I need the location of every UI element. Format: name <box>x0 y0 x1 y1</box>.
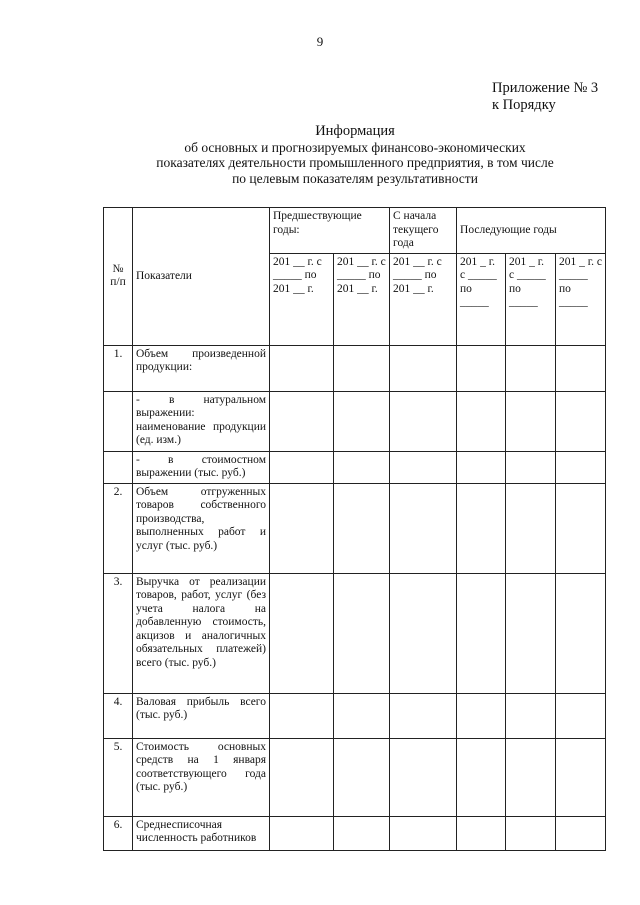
row-indicator: Объем отгруженных товаров собственного производства, выполненных работ и услуг (тыс. руб.) <box>133 483 270 573</box>
data-cell[interactable] <box>457 693 506 738</box>
data-cell[interactable] <box>506 345 556 391</box>
data-cell[interactable] <box>457 738 506 816</box>
title-line-2: об основных и прогнозируемых финансово-экономических <box>184 139 526 155</box>
data-cell[interactable] <box>334 693 390 738</box>
header-following-years: Последующие годы <box>457 208 606 254</box>
data-cell[interactable] <box>334 738 390 816</box>
data-cell[interactable] <box>556 816 606 850</box>
row-num: 2. <box>104 483 133 573</box>
data-cell[interactable] <box>390 738 457 816</box>
header-next-col-1: 201 _ г. с _____ по _____ <box>457 253 506 345</box>
data-cell[interactable] <box>457 391 506 451</box>
row-num: 1. <box>104 345 133 391</box>
data-cell[interactable] <box>270 483 334 573</box>
data-cell[interactable] <box>457 451 506 483</box>
header-current-year: С начала текущего года <box>390 208 457 254</box>
data-cell[interactable] <box>334 816 390 850</box>
header-indicator: Показатели <box>133 208 270 346</box>
table-row <box>104 573 606 693</box>
row-indicator: Выручка от реализации товаров, работ, услуг (без учета налога на добавленную стоимость, акцизов и аналогичных обязательных платежей) всего (тыс. руб.) <box>133 573 270 693</box>
table-row <box>104 451 606 483</box>
table-row <box>104 693 606 738</box>
table-row <box>104 816 606 850</box>
data-cell[interactable] <box>506 816 556 850</box>
data-cell[interactable] <box>506 451 556 483</box>
data-cell[interactable] <box>334 573 390 693</box>
data-cell[interactable] <box>270 693 334 738</box>
data-cell[interactable] <box>270 816 334 850</box>
data-cell[interactable] <box>556 573 606 693</box>
data-cell[interactable] <box>506 738 556 816</box>
row-num: 3. <box>104 573 133 693</box>
row-indicator: - в натуральном выражении: наименование продукции (ед. изм.) <box>133 391 270 451</box>
data-cell[interactable] <box>457 816 506 850</box>
row-num: 6. <box>104 816 133 850</box>
row-num <box>104 391 133 451</box>
data-cell[interactable] <box>506 483 556 573</box>
row-indicator: Объем произведенной продукции: <box>133 345 270 391</box>
data-cell[interactable] <box>457 345 506 391</box>
row-indicator: Стоимость основных средств на 1 января соответствующего года (тыс. руб.) <box>133 738 270 816</box>
header-current-col: 201 __ г. с _____ по 201 __ г. <box>390 253 457 345</box>
table-row <box>104 391 606 451</box>
row-num: 4. <box>104 693 133 738</box>
data-cell[interactable] <box>390 573 457 693</box>
data-cell[interactable] <box>556 483 606 573</box>
data-cell[interactable] <box>390 451 457 483</box>
appendix-label <box>492 80 598 114</box>
title-line-1: Информация <box>315 123 395 139</box>
data-cell[interactable] <box>334 483 390 573</box>
page-number: 9 <box>316 34 324 49</box>
row-indicator: - в стоимостном выражении (тыс. руб.) <box>133 451 270 483</box>
data-cell[interactable] <box>506 573 556 693</box>
data-cell[interactable] <box>270 391 334 451</box>
data-cell[interactable] <box>390 391 457 451</box>
data-cell[interactable] <box>270 738 334 816</box>
data-cell[interactable] <box>270 573 334 693</box>
header-next-col-3: 201 _ г. с _____ по _____ <box>556 253 606 345</box>
data-cell[interactable] <box>556 391 606 451</box>
row-indicator: Среднесписочная численность работников <box>133 816 270 850</box>
data-cell[interactable] <box>556 693 606 738</box>
data-cell[interactable] <box>506 391 556 451</box>
header-prev-col-1: 201 __ г. с _____ по 201 __ г. <box>270 253 334 345</box>
indicators-table <box>103 207 606 851</box>
data-cell[interactable] <box>334 451 390 483</box>
header-prev-col-2: 201 __ г. с _____ по 201 __ г. <box>334 253 390 345</box>
table-row <box>104 483 606 573</box>
row-indicator: Валовая прибыль всего (тыс. руб.) <box>133 693 270 738</box>
header-previous-years: Предшествующие годы: <box>270 208 390 254</box>
header-row-1 <box>104 208 606 254</box>
appendix-line-1: Приложение № 3 <box>492 80 599 96</box>
data-cell[interactable] <box>270 345 334 391</box>
title-line-3: показателях деятельности промышленного предприятия, в том числе <box>156 155 554 170</box>
row-num: 5. <box>104 738 133 816</box>
data-cell[interactable] <box>506 693 556 738</box>
data-cell[interactable] <box>457 483 506 573</box>
data-cell[interactable] <box>390 345 457 391</box>
title-line-4: по целевым показателям результативности <box>232 170 478 186</box>
document-title <box>80 124 630 186</box>
data-cell[interactable] <box>390 483 457 573</box>
data-cell[interactable] <box>556 738 606 816</box>
header-next-col-2: 201 _ г. с _____ по _____ <box>506 253 556 345</box>
data-cell[interactable] <box>390 816 457 850</box>
header-num: № п/п <box>104 208 133 346</box>
data-cell[interactable] <box>556 345 606 391</box>
table-row <box>104 738 606 816</box>
data-cell[interactable] <box>556 451 606 483</box>
data-cell[interactable] <box>334 345 390 391</box>
data-cell[interactable] <box>270 451 334 483</box>
data-cell[interactable] <box>457 573 506 693</box>
appendix-line-2: к Порядку <box>492 97 556 113</box>
data-cell[interactable] <box>334 391 390 451</box>
row-num <box>104 451 133 483</box>
data-cell[interactable] <box>390 693 457 738</box>
table-row <box>104 345 606 391</box>
